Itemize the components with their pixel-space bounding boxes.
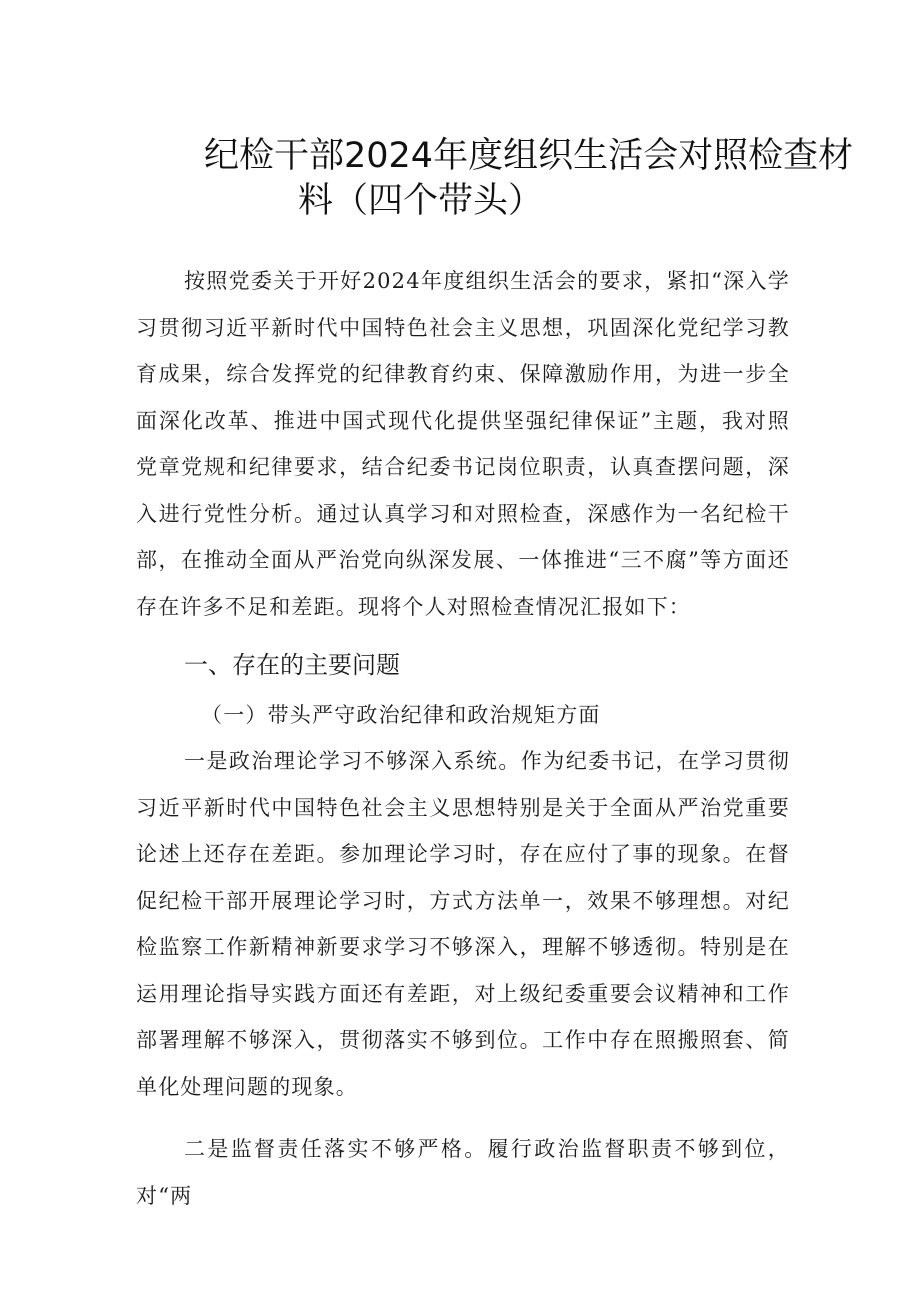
paragraph-point-one: 一是政治理论学习不够深入系统。作为纪委书记，在学习贯彻习近平新时代中国特色社会主义思想特别是关于全面从严治党重要论述上还存在差距。参加理论学习时，存在应付了事的现象。在督促纪检干部开展理论学习时，方式方法单一，效果不够理想。对纪检监察工作新精神新要求学习不够深入，理解不够透彻。特别是在运用理论指导实践方面还有差距，对上级纪委重要会议精神和工作部署理解不够深入，贯彻落实不够到位。工作中存在照搬照套、简单化处理问题的现象。	[136, 749, 790, 1099]
paragraph-point-two: 二是监督责任落实不够严格。履行政治监督职责不够到位，对“两	[136, 1137, 790, 1208]
document-title-line-2: 料（四个带头）	[298, 181, 544, 221]
intro-paragraph: 按照党委关于开好2024年度组织生活会的要求，紧扣“深入学习贯彻习近平新时代中国特色社会主义思想，巩固深化党纪学习教育成果，综合发挥党的纪律教育约束、保障激励作用，为进一步全面深化改革、推进中国式现代化提供坚强纪律保证”主题，我对照党章党规和纪律要求，结合纪委书记岗位职责，认真查摆问题，深入进行党性分析。通过认真学习和对照检查，深感作为一名纪检干部，在推动全面从严治党向纵深发展、一体推进“三不腐”等方面还存在许多不足和差距。现将个人对照检查情况汇报如下：	[136, 269, 790, 619]
document-title-line-1: 纪检干部2024年度组织生活会对照检查材	[204, 136, 854, 176]
section-heading: 一、存在的主要问题	[184, 651, 400, 679]
subsection-heading: （一）带头严守政治纪律和政治规矩方面	[201, 703, 601, 727]
